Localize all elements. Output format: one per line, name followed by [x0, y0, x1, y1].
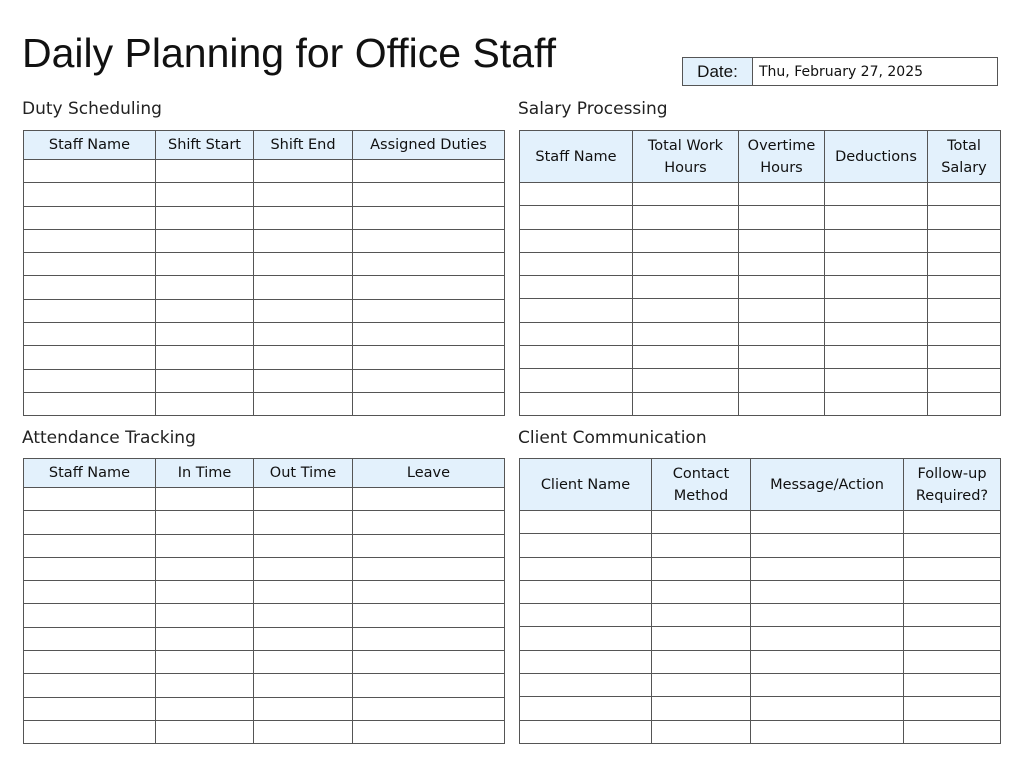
column-header: Shift Start [156, 131, 254, 160]
column-header: Assigned Duties [353, 131, 505, 160]
table-cell[interactable] [520, 206, 633, 229]
table-cell[interactable] [633, 276, 739, 299]
table-cell[interactable] [825, 206, 928, 229]
table-cell[interactable] [156, 674, 254, 697]
attendance-tracking-title: Attendance Tracking [22, 428, 196, 448]
table-cell[interactable] [633, 299, 739, 322]
table-cell[interactable] [904, 697, 1001, 720]
table-cell[interactable] [652, 674, 751, 697]
table-cell[interactable] [904, 534, 1001, 557]
column-header: In Time [156, 459, 254, 488]
table-cell[interactable] [633, 322, 739, 345]
table-cell[interactable] [353, 299, 505, 322]
table-cell[interactable] [24, 557, 156, 580]
table-cell[interactable] [156, 697, 254, 720]
table-cell[interactable] [652, 697, 751, 720]
table-cell[interactable] [633, 369, 739, 392]
table-cell[interactable] [24, 511, 156, 534]
table-cell[interactable] [156, 346, 254, 369]
table-cell[interactable] [254, 183, 353, 206]
table-cell[interactable] [928, 369, 1001, 392]
table-cell[interactable] [254, 229, 353, 252]
column-header: Staff Name [24, 459, 156, 488]
table-row [24, 392, 505, 415]
table-row [24, 369, 505, 392]
table-cell[interactable] [751, 511, 904, 534]
table-cell[interactable] [652, 557, 751, 580]
table-cell[interactable] [633, 346, 739, 369]
table-cell[interactable] [353, 183, 505, 206]
table-row [24, 511, 505, 534]
table-cell[interactable] [156, 604, 254, 627]
table-row [24, 534, 505, 557]
table-row [520, 252, 1001, 275]
table-cell[interactable] [739, 206, 825, 229]
table-row [24, 697, 505, 720]
table-cell[interactable] [652, 604, 751, 627]
table-cell[interactable] [652, 650, 751, 673]
table-cell[interactable] [904, 557, 1001, 580]
table-cell[interactable] [254, 206, 353, 229]
table-cell[interactable] [825, 346, 928, 369]
table-cell[interactable] [254, 697, 353, 720]
table-row [24, 323, 505, 346]
table-row [24, 604, 505, 627]
table-cell[interactable] [520, 322, 633, 345]
table-row [24, 253, 505, 276]
table-cell[interactable] [904, 674, 1001, 697]
table-cell[interactable] [254, 253, 353, 276]
table-cell[interactable] [739, 229, 825, 252]
table-row [520, 534, 1001, 557]
table-row [24, 720, 505, 743]
table-row [520, 627, 1001, 650]
table-cell[interactable] [739, 346, 825, 369]
header-row [520, 459, 1001, 511]
date-label: Date: [683, 58, 753, 85]
table-cell[interactable] [520, 511, 652, 534]
table-cell[interactable] [751, 534, 904, 557]
table-cell[interactable] [928, 252, 1001, 275]
table-cell[interactable] [825, 252, 928, 275]
table-cell[interactable] [254, 323, 353, 346]
table-cell[interactable] [520, 299, 633, 322]
table-cell[interactable] [156, 720, 254, 743]
table-cell[interactable] [156, 627, 254, 650]
table-row [24, 206, 505, 229]
table-cell[interactable] [254, 160, 353, 183]
table-row [520, 299, 1001, 322]
table-cell[interactable] [520, 534, 652, 557]
table-row [520, 604, 1001, 627]
client-communication-title: Client Communication [518, 428, 707, 448]
table-row [520, 206, 1001, 229]
table-cell[interactable] [520, 580, 652, 603]
salary-processing-title: Salary Processing [518, 99, 668, 119]
table-cell[interactable] [928, 299, 1001, 322]
table-cell[interactable] [156, 651, 254, 674]
table-cell[interactable] [520, 252, 633, 275]
table-cell[interactable] [825, 183, 928, 206]
table-cell[interactable] [353, 160, 505, 183]
table-cell[interactable] [353, 206, 505, 229]
table-cell[interactable] [928, 229, 1001, 252]
table-cell[interactable] [751, 580, 904, 603]
table-row [520, 650, 1001, 673]
table-row [24, 581, 505, 604]
table-cell[interactable] [825, 322, 928, 345]
table-row [24, 276, 505, 299]
table-cell[interactable] [254, 651, 353, 674]
table-cell[interactable] [652, 534, 751, 557]
table-row [520, 346, 1001, 369]
column-header: Contact Method [652, 459, 751, 511]
table-row [520, 697, 1001, 720]
column-header: Total Work Hours [633, 131, 739, 183]
table-cell[interactable] [353, 581, 505, 604]
table-cell[interactable] [24, 299, 156, 322]
table-cell[interactable] [156, 229, 254, 252]
table-cell[interactable] [928, 322, 1001, 345]
table-cell[interactable] [254, 557, 353, 580]
table-row [24, 651, 505, 674]
table-cell[interactable] [156, 160, 254, 183]
column-header: Leave [353, 459, 505, 488]
table-cell[interactable] [928, 183, 1001, 206]
duty-scheduling-table [23, 130, 505, 416]
table-cell[interactable] [156, 253, 254, 276]
table-row [24, 346, 505, 369]
table-cell[interactable] [928, 392, 1001, 415]
table-cell[interactable] [353, 627, 505, 650]
table-cell[interactable] [520, 674, 652, 697]
table-cell[interactable] [353, 392, 505, 415]
table-cell[interactable] [254, 604, 353, 627]
table-cell[interactable] [739, 299, 825, 322]
table-cell[interactable] [751, 557, 904, 580]
table-cell[interactable] [633, 229, 739, 252]
table-cell[interactable] [739, 322, 825, 345]
column-header: Deductions [825, 131, 928, 183]
table-cell[interactable] [24, 392, 156, 415]
column-header: Out Time [254, 459, 353, 488]
table-cell[interactable] [24, 674, 156, 697]
table-cell[interactable] [156, 369, 254, 392]
table-cell[interactable] [254, 392, 353, 415]
column-header: Staff Name [520, 131, 633, 183]
table-row [520, 229, 1001, 252]
table-cell[interactable] [520, 392, 633, 415]
table-cell[interactable] [353, 346, 505, 369]
table-cell[interactable] [353, 488, 505, 511]
table-cell[interactable] [652, 627, 751, 650]
table-cell[interactable] [156, 183, 254, 206]
table-cell[interactable] [353, 557, 505, 580]
table-cell[interactable] [353, 276, 505, 299]
table-cell[interactable] [24, 253, 156, 276]
table-cell[interactable] [904, 627, 1001, 650]
table-cell[interactable] [825, 392, 928, 415]
table-row [520, 322, 1001, 345]
table-cell[interactable] [353, 369, 505, 392]
table-cell[interactable] [739, 183, 825, 206]
table-cell[interactable] [904, 580, 1001, 603]
duty-scheduling-title: Duty Scheduling [22, 99, 162, 119]
table-cell[interactable] [254, 511, 353, 534]
table-cell[interactable] [353, 697, 505, 720]
table-row [24, 557, 505, 580]
table-row [24, 674, 505, 697]
table-cell[interactable] [825, 229, 928, 252]
table-cell[interactable] [353, 604, 505, 627]
column-header: Message/Action [751, 459, 904, 511]
column-header: Overtime Hours [739, 131, 825, 183]
table-row [24, 299, 505, 322]
table-cell[interactable] [353, 323, 505, 346]
table-cell[interactable] [928, 346, 1001, 369]
table-cell[interactable] [24, 697, 156, 720]
table-cell[interactable] [520, 229, 633, 252]
table-cell[interactable] [751, 697, 904, 720]
table-cell[interactable] [156, 276, 254, 299]
table-cell[interactable] [520, 720, 652, 743]
table-cell[interactable] [520, 276, 633, 299]
table-cell[interactable] [24, 323, 156, 346]
table-cell[interactable] [156, 557, 254, 580]
table-cell[interactable] [520, 183, 633, 206]
table-cell[interactable] [520, 346, 633, 369]
column-header: Shift End [254, 131, 353, 160]
table-cell[interactable] [928, 276, 1001, 299]
table-cell[interactable] [156, 323, 254, 346]
table-cell[interactable] [520, 697, 652, 720]
table-cell[interactable] [739, 392, 825, 415]
table-row [520, 720, 1001, 743]
table-row [24, 627, 505, 650]
table-cell[interactable] [24, 581, 156, 604]
table-cell[interactable] [739, 252, 825, 275]
table-cell[interactable] [353, 229, 505, 252]
table-cell[interactable] [825, 369, 928, 392]
table-cell[interactable] [520, 557, 652, 580]
attendance-tracking-table [23, 458, 505, 744]
table-cell[interactable] [739, 276, 825, 299]
table-cell[interactable] [904, 720, 1001, 743]
table-cell[interactable] [24, 488, 156, 511]
date-value[interactable]: Thu, February 27, 2025 [759, 63, 924, 80]
header-row [520, 131, 1001, 183]
table-cell[interactable] [739, 369, 825, 392]
table-row [520, 276, 1001, 299]
table-cell[interactable] [520, 604, 652, 627]
table-cell[interactable] [904, 650, 1001, 673]
client-communication-table [519, 458, 1001, 744]
table-cell[interactable] [24, 229, 156, 252]
table-cell[interactable] [156, 511, 254, 534]
table-cell[interactable] [254, 276, 353, 299]
table-cell[interactable] [24, 369, 156, 392]
table-cell[interactable] [254, 627, 353, 650]
table-row [24, 229, 505, 252]
table-cell[interactable] [24, 651, 156, 674]
table-cell[interactable] [254, 720, 353, 743]
table-cell[interactable] [353, 511, 505, 534]
table-cell[interactable] [520, 650, 652, 673]
table-cell[interactable] [254, 369, 353, 392]
table-cell[interactable] [254, 581, 353, 604]
date-field [682, 57, 998, 86]
table-cell[interactable] [652, 720, 751, 743]
table-cell[interactable] [24, 720, 156, 743]
table-cell[interactable] [520, 627, 652, 650]
table-cell[interactable] [24, 346, 156, 369]
table-cell[interactable] [353, 651, 505, 674]
table-cell[interactable] [633, 183, 739, 206]
table-cell[interactable] [751, 650, 904, 673]
table-cell[interactable] [156, 299, 254, 322]
table-row [24, 160, 505, 183]
header-row [24, 131, 505, 160]
table-cell[interactable] [751, 604, 904, 627]
table-row [520, 580, 1001, 603]
table-cell[interactable] [751, 627, 904, 650]
table-cell[interactable] [353, 534, 505, 557]
table-row [520, 557, 1001, 580]
table-row [520, 392, 1001, 415]
table-cell[interactable] [633, 392, 739, 415]
table-cell[interactable] [254, 534, 353, 557]
table-cell[interactable] [24, 276, 156, 299]
table-cell[interactable] [156, 392, 254, 415]
table-row [520, 183, 1001, 206]
table-cell[interactable] [353, 253, 505, 276]
table-cell[interactable] [24, 627, 156, 650]
table-cell[interactable] [24, 534, 156, 557]
table-cell[interactable] [520, 369, 633, 392]
table-cell[interactable] [825, 299, 928, 322]
table-cell[interactable] [24, 183, 156, 206]
table-cell[interactable] [254, 674, 353, 697]
table-cell[interactable] [254, 299, 353, 322]
table-row [520, 511, 1001, 534]
table-cell[interactable] [633, 252, 739, 275]
table-cell[interactable] [751, 720, 904, 743]
table-row [24, 183, 505, 206]
column-header: Client Name [520, 459, 652, 511]
table-cell[interactable] [254, 488, 353, 511]
table-row [520, 369, 1001, 392]
header-row [24, 459, 505, 488]
table-cell[interactable] [24, 160, 156, 183]
table-cell[interactable] [928, 206, 1001, 229]
table-cell[interactable] [904, 604, 1001, 627]
table-cell[interactable] [353, 674, 505, 697]
table-cell[interactable] [254, 346, 353, 369]
table-cell[interactable] [633, 206, 739, 229]
table-cell[interactable] [652, 580, 751, 603]
table-cell[interactable] [825, 276, 928, 299]
table-cell[interactable] [353, 720, 505, 743]
table-cell[interactable] [751, 674, 904, 697]
table-cell[interactable] [24, 206, 156, 229]
table-cell[interactable] [904, 511, 1001, 534]
table-cell[interactable] [24, 604, 156, 627]
salary-processing-table [519, 130, 1001, 416]
table-cell[interactable] [156, 206, 254, 229]
table-cell[interactable] [156, 488, 254, 511]
table-row [520, 674, 1001, 697]
table-cell[interactable] [156, 581, 254, 604]
table-row [24, 488, 505, 511]
column-header: Follow-up Required? [904, 459, 1001, 511]
column-header: Staff Name [24, 131, 156, 160]
table-cell[interactable] [652, 511, 751, 534]
column-header: Total Salary [928, 131, 1001, 183]
page-title: Daily Planning for Office Staff [22, 30, 557, 76]
table-cell[interactable] [156, 534, 254, 557]
